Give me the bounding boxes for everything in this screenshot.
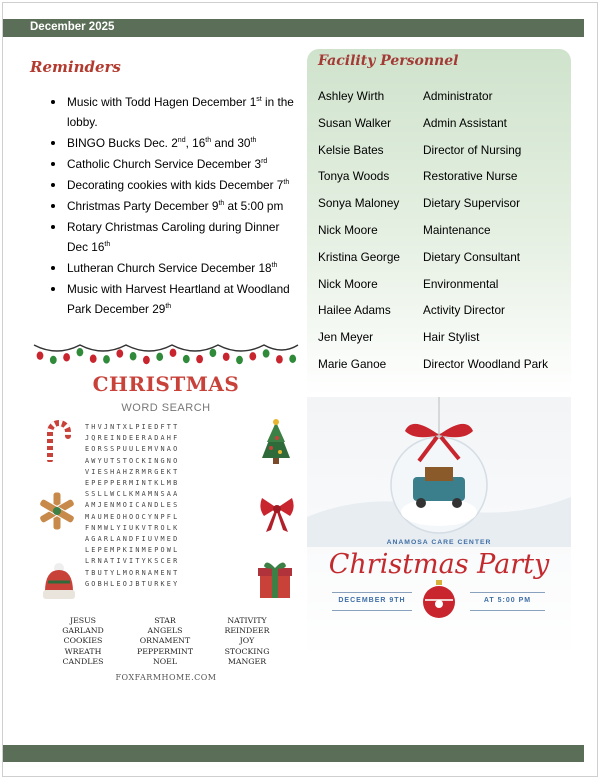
reminder-item bbox=[48, 133, 300, 153]
light-bulb-icon bbox=[276, 355, 283, 363]
word-list-column-3 bbox=[212, 616, 282, 667]
reminder-item bbox=[48, 196, 300, 216]
light-bulb-icon bbox=[236, 356, 243, 364]
staff-name: Kristina George bbox=[318, 249, 400, 264]
grid-row: JQREINDEERADAHF bbox=[85, 434, 180, 443]
staff-role: Activity Director bbox=[423, 303, 505, 318]
divider bbox=[332, 610, 412, 611]
personnel-heading: Facility Personnel bbox=[318, 53, 459, 69]
staff-name: Ashley Wirth bbox=[318, 89, 385, 103]
light-bulb-icon bbox=[156, 353, 163, 361]
word-list-item: STOCKING bbox=[224, 646, 270, 656]
reminder-text: in the lobby. bbox=[67, 95, 294, 129]
word-list-item: JOY bbox=[239, 636, 255, 646]
reminder-text: Music with Harvest Heartland at Woodland Park December 29 bbox=[67, 282, 290, 316]
footer-bar bbox=[3, 745, 584, 762]
word-list-item: COOKIES bbox=[63, 636, 103, 646]
grid-row: AMJENMOICANDLES bbox=[85, 501, 180, 510]
word-list-item: NATIVITY bbox=[227, 616, 267, 625]
reminder-text: Christmas Party December 9 bbox=[67, 199, 219, 213]
staff-role: Hair Stylist bbox=[423, 330, 480, 345]
staff-role: Administrator bbox=[423, 89, 493, 103]
staff-role: Maintenance bbox=[423, 223, 491, 237]
word-search-grid bbox=[85, 422, 249, 590]
ordinal-suffix: th bbox=[271, 262, 278, 270]
reminder-text: Catholic Church Service December 3 bbox=[67, 157, 262, 171]
grid-row: AGARLANDFIUVMED bbox=[85, 535, 180, 544]
reminders-heading: Reminders bbox=[30, 58, 121, 76]
ordinal-suffix: nd bbox=[177, 137, 186, 145]
light-bulb-icon bbox=[196, 355, 203, 363]
gift-box-icon bbox=[256, 558, 294, 600]
reminder-text: Music with Todd Hagen December 1 bbox=[67, 95, 257, 109]
grid-row: MAUMEOHOOCYNPFL bbox=[85, 512, 180, 521]
staff-name: Hailee Adams bbox=[318, 303, 391, 318]
christmas-lights-garland-icon bbox=[32, 335, 300, 365]
grid-row: EORSSPUULEMVNAO bbox=[85, 445, 180, 454]
candy-cane-icon bbox=[40, 418, 74, 462]
grid-row: SSLLWCLKMAMNSAA bbox=[85, 490, 180, 499]
divider bbox=[470, 610, 545, 611]
reminder-item bbox=[48, 258, 300, 278]
word-search-title: CHRISTMAS bbox=[92, 372, 240, 396]
word-list-column-1 bbox=[48, 616, 118, 667]
red-ornament-icon bbox=[421, 578, 457, 620]
ornament-ball-icon bbox=[307, 397, 571, 547]
word-list-item: NOEL bbox=[152, 656, 178, 666]
ordinal-suffix: st bbox=[256, 96, 262, 104]
word-list-item: PEPPERMINT bbox=[136, 646, 194, 656]
word-list-item: ANGELS bbox=[147, 626, 183, 636]
light-bulb-icon bbox=[183, 355, 190, 363]
staff-name: Marie Ganoe bbox=[318, 357, 387, 371]
knit-hat-icon bbox=[40, 562, 78, 602]
ordinal-suffix: th bbox=[165, 303, 172, 311]
ordinal-suffix: th bbox=[250, 137, 257, 145]
christmas-tree-icon bbox=[258, 418, 294, 466]
grid-row: AWYUTSTOCKINGNO bbox=[85, 456, 180, 465]
light-bulb-icon bbox=[130, 352, 137, 360]
reminder-item bbox=[48, 154, 300, 174]
staff-name: Susan Walker bbox=[318, 115, 391, 130]
staff-name: Sonya Maloney bbox=[318, 196, 400, 211]
divider bbox=[332, 592, 412, 593]
ordinal-suffix: th bbox=[205, 137, 212, 145]
staff-role: Admin Assistant bbox=[423, 115, 507, 130]
light-bulb-icon bbox=[249, 352, 256, 360]
staff-name: Kelsie Bates bbox=[318, 142, 384, 157]
party-title: Christmas Party bbox=[328, 549, 550, 580]
grid-row: FNMWLYIUKVTROLK bbox=[85, 523, 180, 532]
light-bulb-icon bbox=[103, 355, 110, 363]
reminder-text: BINGO Bucks Dec. 2 bbox=[67, 136, 178, 150]
word-list-item: WREATH bbox=[64, 646, 102, 656]
word-list-item: JESUS bbox=[69, 616, 97, 625]
light-bulb-icon bbox=[210, 349, 217, 357]
light-bulb-icon bbox=[116, 349, 123, 357]
word-list-item: MANGER bbox=[227, 656, 267, 666]
reminder-text: at 5:00 pm bbox=[224, 199, 284, 213]
reminder-text: Decorating cookies with kids December 7 bbox=[67, 178, 284, 192]
staff-role: Director of Nursing bbox=[423, 142, 522, 157]
ordinal-suffix: th bbox=[283, 179, 290, 187]
party-host: ANAMOSA CARE CENTER bbox=[386, 539, 492, 546]
staff-role: Director Woodland Park bbox=[423, 357, 549, 371]
light-bulb-icon bbox=[90, 355, 97, 363]
light-bulb-icon bbox=[143, 356, 150, 364]
party-date: DECEMBER 9TH bbox=[338, 597, 406, 604]
staff-name: Tonya Woods bbox=[318, 169, 390, 184]
staff-name: Nick Moore bbox=[318, 276, 378, 291]
ordinal-suffix: th bbox=[218, 200, 225, 208]
word-list-item: CANDLES bbox=[62, 656, 104, 666]
staff-role: Dietary Supervisor bbox=[423, 196, 521, 211]
staff-name: Nick Moore bbox=[318, 223, 378, 237]
christmas-party-flyer bbox=[307, 397, 571, 659]
ordinal-suffix: th bbox=[104, 241, 111, 249]
red-bow-icon bbox=[258, 494, 296, 534]
light-bulb-icon bbox=[170, 349, 177, 357]
reminder-list bbox=[48, 92, 300, 320]
reminder-item bbox=[48, 279, 300, 319]
grid-row: LEPEMPKINMEPOWL bbox=[85, 546, 180, 555]
grid-row: GOBHLEOJBTURKEY bbox=[85, 579, 180, 588]
word-list-item: ORNAMENT bbox=[139, 636, 191, 646]
word-list-item: REINDEER bbox=[224, 626, 270, 636]
grid-row: VIESHAHZRMRGEKT bbox=[85, 467, 180, 476]
staff-role: Dietary Consultant bbox=[423, 249, 521, 264]
reminder-item bbox=[48, 217, 300, 257]
reminder-item bbox=[48, 92, 300, 132]
reminder-text: , 16 bbox=[185, 136, 206, 150]
word-search-subtitle: WORD SEARCH bbox=[121, 402, 211, 414]
light-bulb-icon bbox=[223, 353, 230, 361]
newsletter-date: December 2025 bbox=[30, 21, 115, 33]
snowflake-cookie-icon bbox=[36, 490, 78, 532]
staff-role: Environmental bbox=[423, 276, 499, 291]
word-search-source: FOXFARMHOME.COM bbox=[115, 673, 217, 682]
reminder-item bbox=[48, 175, 300, 195]
word-list-column-2 bbox=[130, 616, 200, 667]
grid-row: LRNATIVITYKSCER bbox=[85, 557, 180, 566]
grid-row: THVJNTXLPIEDFTT bbox=[85, 423, 180, 431]
light-bulb-icon bbox=[63, 353, 70, 361]
staff-name: Jen Meyer bbox=[318, 330, 374, 345]
ordinal-suffix: rd bbox=[261, 158, 268, 166]
word-list-item: STAR bbox=[154, 616, 176, 625]
light-bulb-icon bbox=[77, 348, 84, 356]
party-time: AT 5:00 PM bbox=[483, 597, 532, 604]
grid-row: TBUTYLMORNAMENT bbox=[85, 568, 180, 577]
reminder-text: Lutheran Church Service December 18 bbox=[67, 261, 272, 275]
divider bbox=[470, 592, 545, 593]
light-bulb-icon bbox=[50, 356, 57, 364]
light-bulb-icon bbox=[263, 349, 270, 357]
reminder-text: Rotary Christmas Caroling during Dinner Dec 16 bbox=[67, 220, 280, 254]
reminder-text: and 30 bbox=[211, 136, 251, 150]
light-bulb-icon bbox=[37, 351, 44, 359]
grid-row: EPEPPERMINTKLMB bbox=[85, 479, 180, 488]
word-list-item: GARLAND bbox=[62, 626, 104, 636]
light-bulb-icon bbox=[289, 355, 296, 363]
staff-role: Restorative Nurse bbox=[423, 169, 518, 184]
